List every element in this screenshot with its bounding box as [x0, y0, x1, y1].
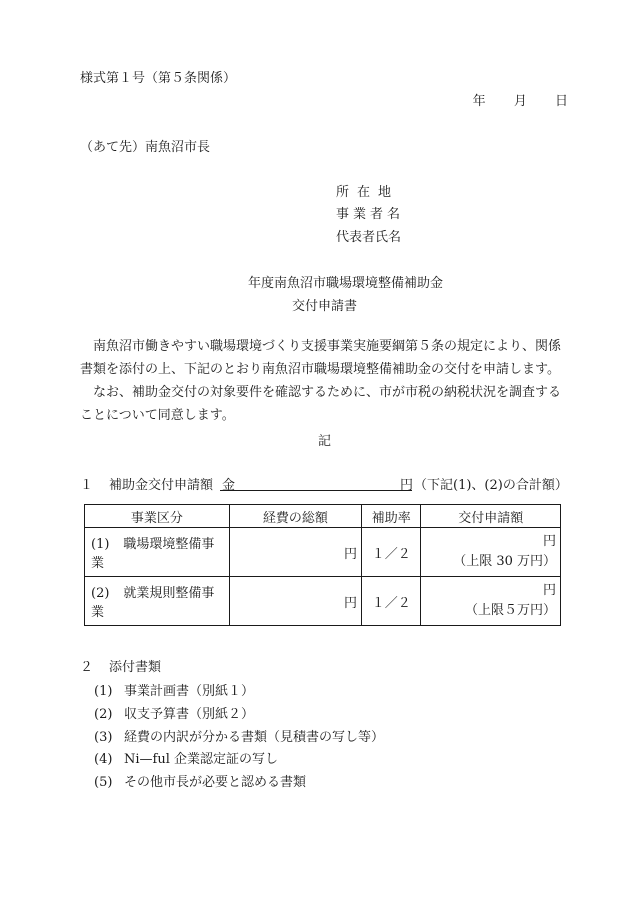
table-cell-category — [85, 577, 230, 626]
amount-entry-line[interactable] — [220, 490, 412, 491]
table-header-row — [85, 505, 561, 528]
table-header-category: 事業区分 — [85, 505, 230, 528]
attachment-text: 経費の内訳が分かる書類（見積書の写し等） — [124, 730, 385, 745]
ki-heading: 記 — [318, 434, 332, 449]
document-subtitle: 交付申請書 — [292, 299, 358, 314]
date-day-label: 日 — [554, 94, 568, 109]
amount-kin-label: 金 — [222, 478, 236, 493]
attachment-text: Ni—ful 企業認定証の写し — [124, 752, 279, 767]
attachment-number: (1) — [94, 684, 113, 699]
amount-yen-label: 円 — [400, 478, 414, 493]
row-category: 職場環境整備事業 — [91, 537, 215, 571]
attachment-number: (5) — [94, 775, 113, 790]
table-header-rate: 補助率 — [362, 505, 421, 528]
grant-table — [84, 504, 561, 626]
section2-number: ２ — [80, 660, 94, 675]
table-header-apply-amount: 交付申請額 — [421, 505, 561, 528]
apply-yen-label: 円 — [542, 534, 556, 549]
attachment-number: (2) — [94, 707, 113, 722]
row-number: (1) — [91, 537, 110, 552]
attachment-item — [94, 771, 306, 790]
section2-heading — [80, 656, 161, 675]
attachment-item — [94, 748, 278, 767]
apply-limit-note: （上限５万円） — [464, 603, 556, 618]
table-cell-rate: １／２ — [362, 577, 421, 626]
attachment-item — [94, 703, 254, 722]
body-paragraph-1: 南魚沼市働きやすい職場環境づくり支援事業実施要綱第５条の規定により、関係書類を添付の上、下記のとおり南魚沼市職場環境整備補助金の交付を申請します。 — [80, 339, 562, 377]
table-cell-total[interactable]: 円 — [229, 528, 361, 577]
table-header-total: 経費の総額 — [229, 505, 361, 528]
attachment-number: (3) — [94, 730, 113, 745]
attachment-text: その他市長が必要と認める書類 — [124, 775, 307, 790]
apply-limit-note: （上限 30 万円） — [453, 554, 556, 569]
table-cell-apply-amount[interactable] — [421, 528, 561, 577]
table-cell-total[interactable]: 円 — [229, 577, 361, 626]
amount-sum-note: （下記(1)、(2)の合計額） — [414, 478, 568, 493]
date-year-label: 年 — [472, 94, 486, 109]
table-row — [85, 577, 561, 626]
document-title: 年度南魚沼市職場環境整備補助金 — [248, 276, 444, 291]
applicant-representative-label: 代表者氏名 — [336, 230, 402, 245]
row-number: (2) — [91, 586, 110, 601]
date-line — [451, 90, 568, 109]
addressee: （あて先）南魚沼市長 — [80, 140, 211, 155]
applicant-address-label: 所在地 — [336, 185, 400, 200]
section2-label: 添付書類 — [109, 660, 162, 675]
form-number: 様式第１号（第５条関係） — [80, 71, 237, 86]
table-row — [85, 528, 561, 577]
section1-number: １ — [80, 478, 94, 493]
attachment-text: 収支予算書（別紙２） — [124, 707, 255, 722]
row-category: 就業規則整備事業 — [91, 586, 215, 620]
applicant-business-name-label: 事業者名 — [336, 207, 405, 222]
table-cell-rate: １／２ — [362, 528, 421, 577]
attachment-item — [94, 726, 384, 745]
body-paragraph-2: なお、補助金交付の対象要件を確認するために、市が市税の納税状況を調査することについて同意します。 — [80, 385, 562, 423]
section1-label: 補助金交付申請額 — [109, 478, 214, 493]
date-month-label: 月 — [513, 94, 527, 109]
apply-yen-label: 円 — [542, 583, 556, 598]
attachment-item — [94, 680, 254, 699]
section1-heading — [80, 474, 213, 493]
attachment-text: 事業計画書（別紙１） — [124, 684, 255, 699]
attachment-number: (4) — [94, 752, 113, 767]
table-cell-apply-amount[interactable] — [421, 577, 561, 626]
table-cell-category — [85, 528, 230, 577]
